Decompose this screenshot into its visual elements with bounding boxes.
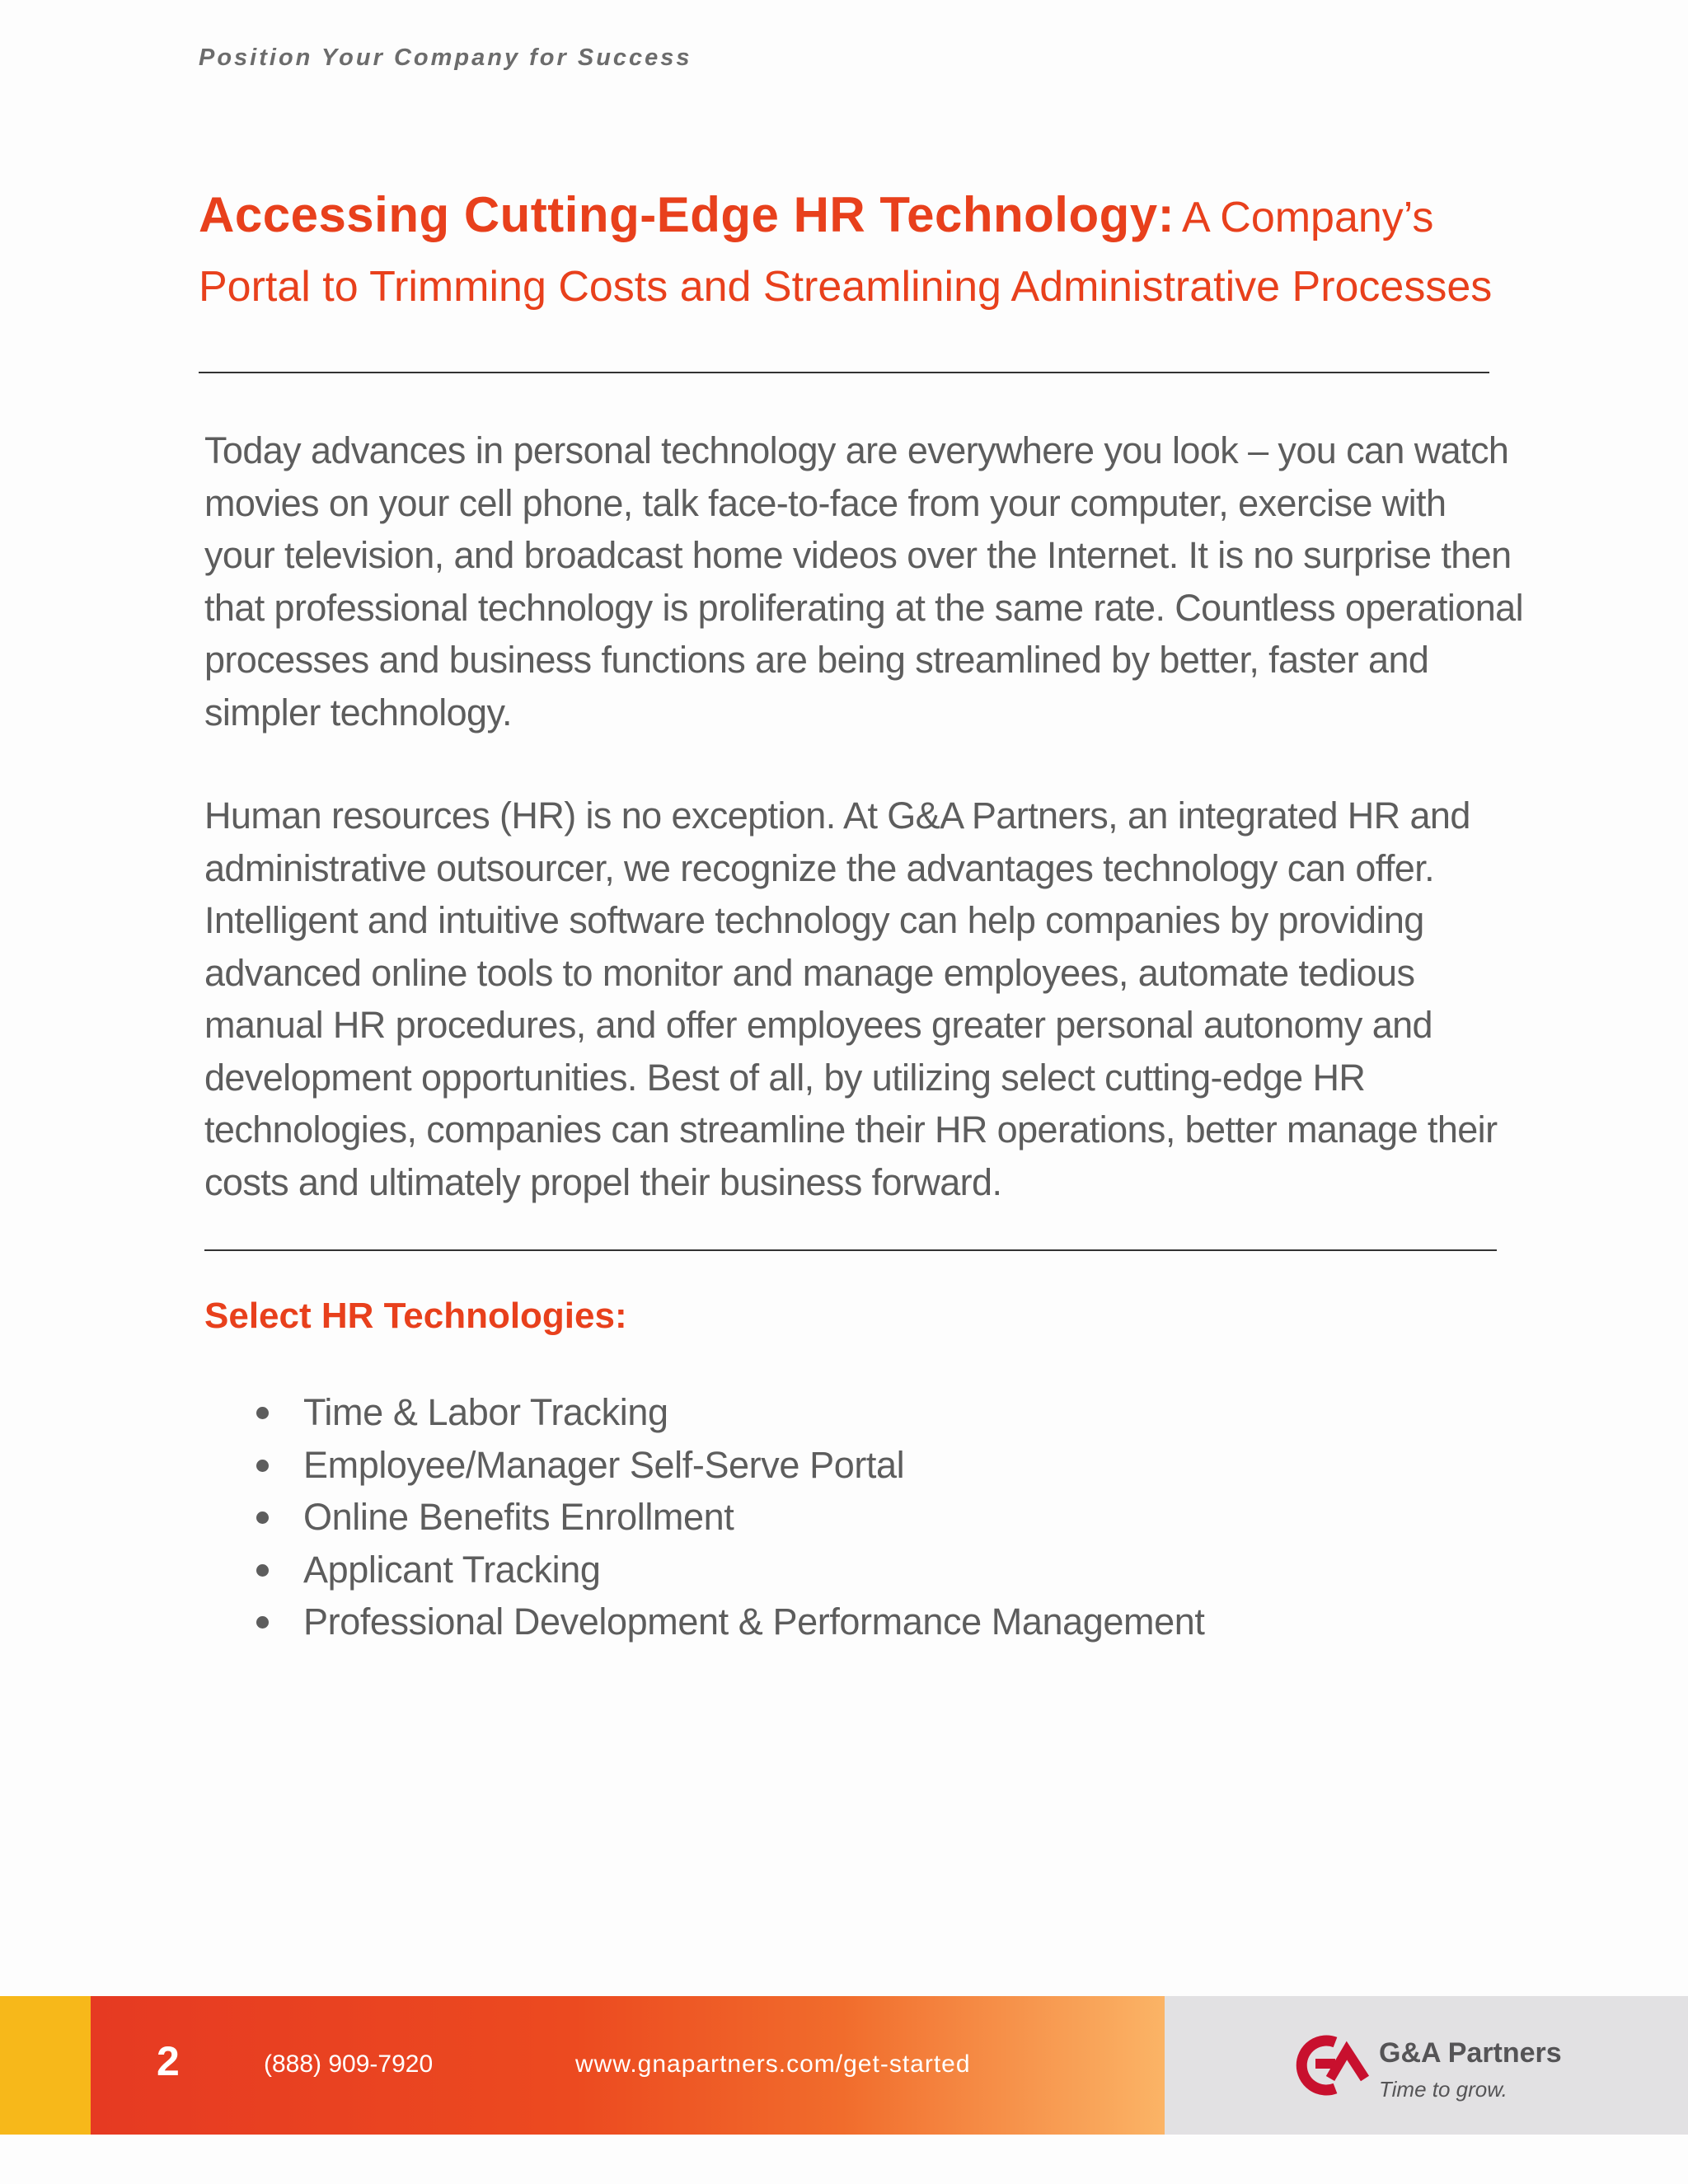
title-bold: Accessing Cutting-Edge HR Technology: xyxy=(199,187,1175,242)
bullet-icon xyxy=(256,1407,269,1419)
page-title xyxy=(199,183,1509,324)
hr-paragraph: Human resources (HR) is no exception. At G&A Partners, an integrated HR and administrative outsourcer, we recognize the advantages technology can offer. Intelligent and intuitive software technology can help companies by providing advanced online tools to monitor and manage employees, automate tedious manual HR procedures, and offer employees greater personal autonomy and development opportunities. Best of all, by utilizing select cutting-edge HR technologies, companies can streamline their HR operations, better manage their costs and ultimately propel their business forward. xyxy=(204,794,1498,1203)
list-item-text: Time & Labor Tracking xyxy=(303,1391,668,1433)
list-item-text: Online Benefits Enrollment xyxy=(303,1496,734,1538)
phone-number[interactable]: (888) 909-7920 xyxy=(264,2050,434,2078)
title-subtitle: A Company’s Portal to Trimming Costs and Streamlining Administrative Processes xyxy=(199,194,1493,311)
bullet-icon xyxy=(256,1616,269,1629)
bullet-icon xyxy=(256,1564,269,1577)
footer-yellow-block xyxy=(0,1996,91,2135)
list-item xyxy=(204,1544,1204,1596)
company-name: G&A Partners xyxy=(1379,2037,1562,2069)
intro-paragraph: Today advances in personal technology are everywhere you look – you can watch movies on your cell phone, talk face-to-face from your computer, exercise with your television, and broadcast home videos over the Internet. It is no surprise then that professional technology is proliferating at the same rate. Countless operational processes and business functions are being streamlined by better, faster and simpler technology. xyxy=(204,429,1523,733)
list-item-text: Employee/Manager Self-Serve Portal xyxy=(303,1443,905,1486)
website-link[interactable]: www.gnapartners.com/get-started xyxy=(575,2050,971,2078)
bullet-icon xyxy=(256,1511,269,1524)
list-item xyxy=(204,1439,1204,1492)
list-item xyxy=(204,1386,1204,1439)
bullet-icon xyxy=(256,1460,269,1472)
list-item-text: Applicant Tracking xyxy=(303,1548,601,1591)
section-divider xyxy=(204,1249,1497,1251)
hr-technologies-list xyxy=(204,1386,1204,1648)
list-item-text: Professional Development & Performance Management xyxy=(303,1601,1205,1643)
section-heading: Select HR Technologies: xyxy=(204,1296,627,1336)
page-number: 2 xyxy=(157,2038,180,2084)
title-divider xyxy=(199,372,1489,373)
list-item xyxy=(204,1596,1204,1648)
company-logo-icon xyxy=(1282,2031,1373,2100)
company-tagline: Time to grow. xyxy=(1379,2077,1507,2102)
running-header: Position Your Company for Success xyxy=(199,45,692,71)
list-item xyxy=(204,1491,1204,1544)
page-footer xyxy=(0,1996,1688,2135)
